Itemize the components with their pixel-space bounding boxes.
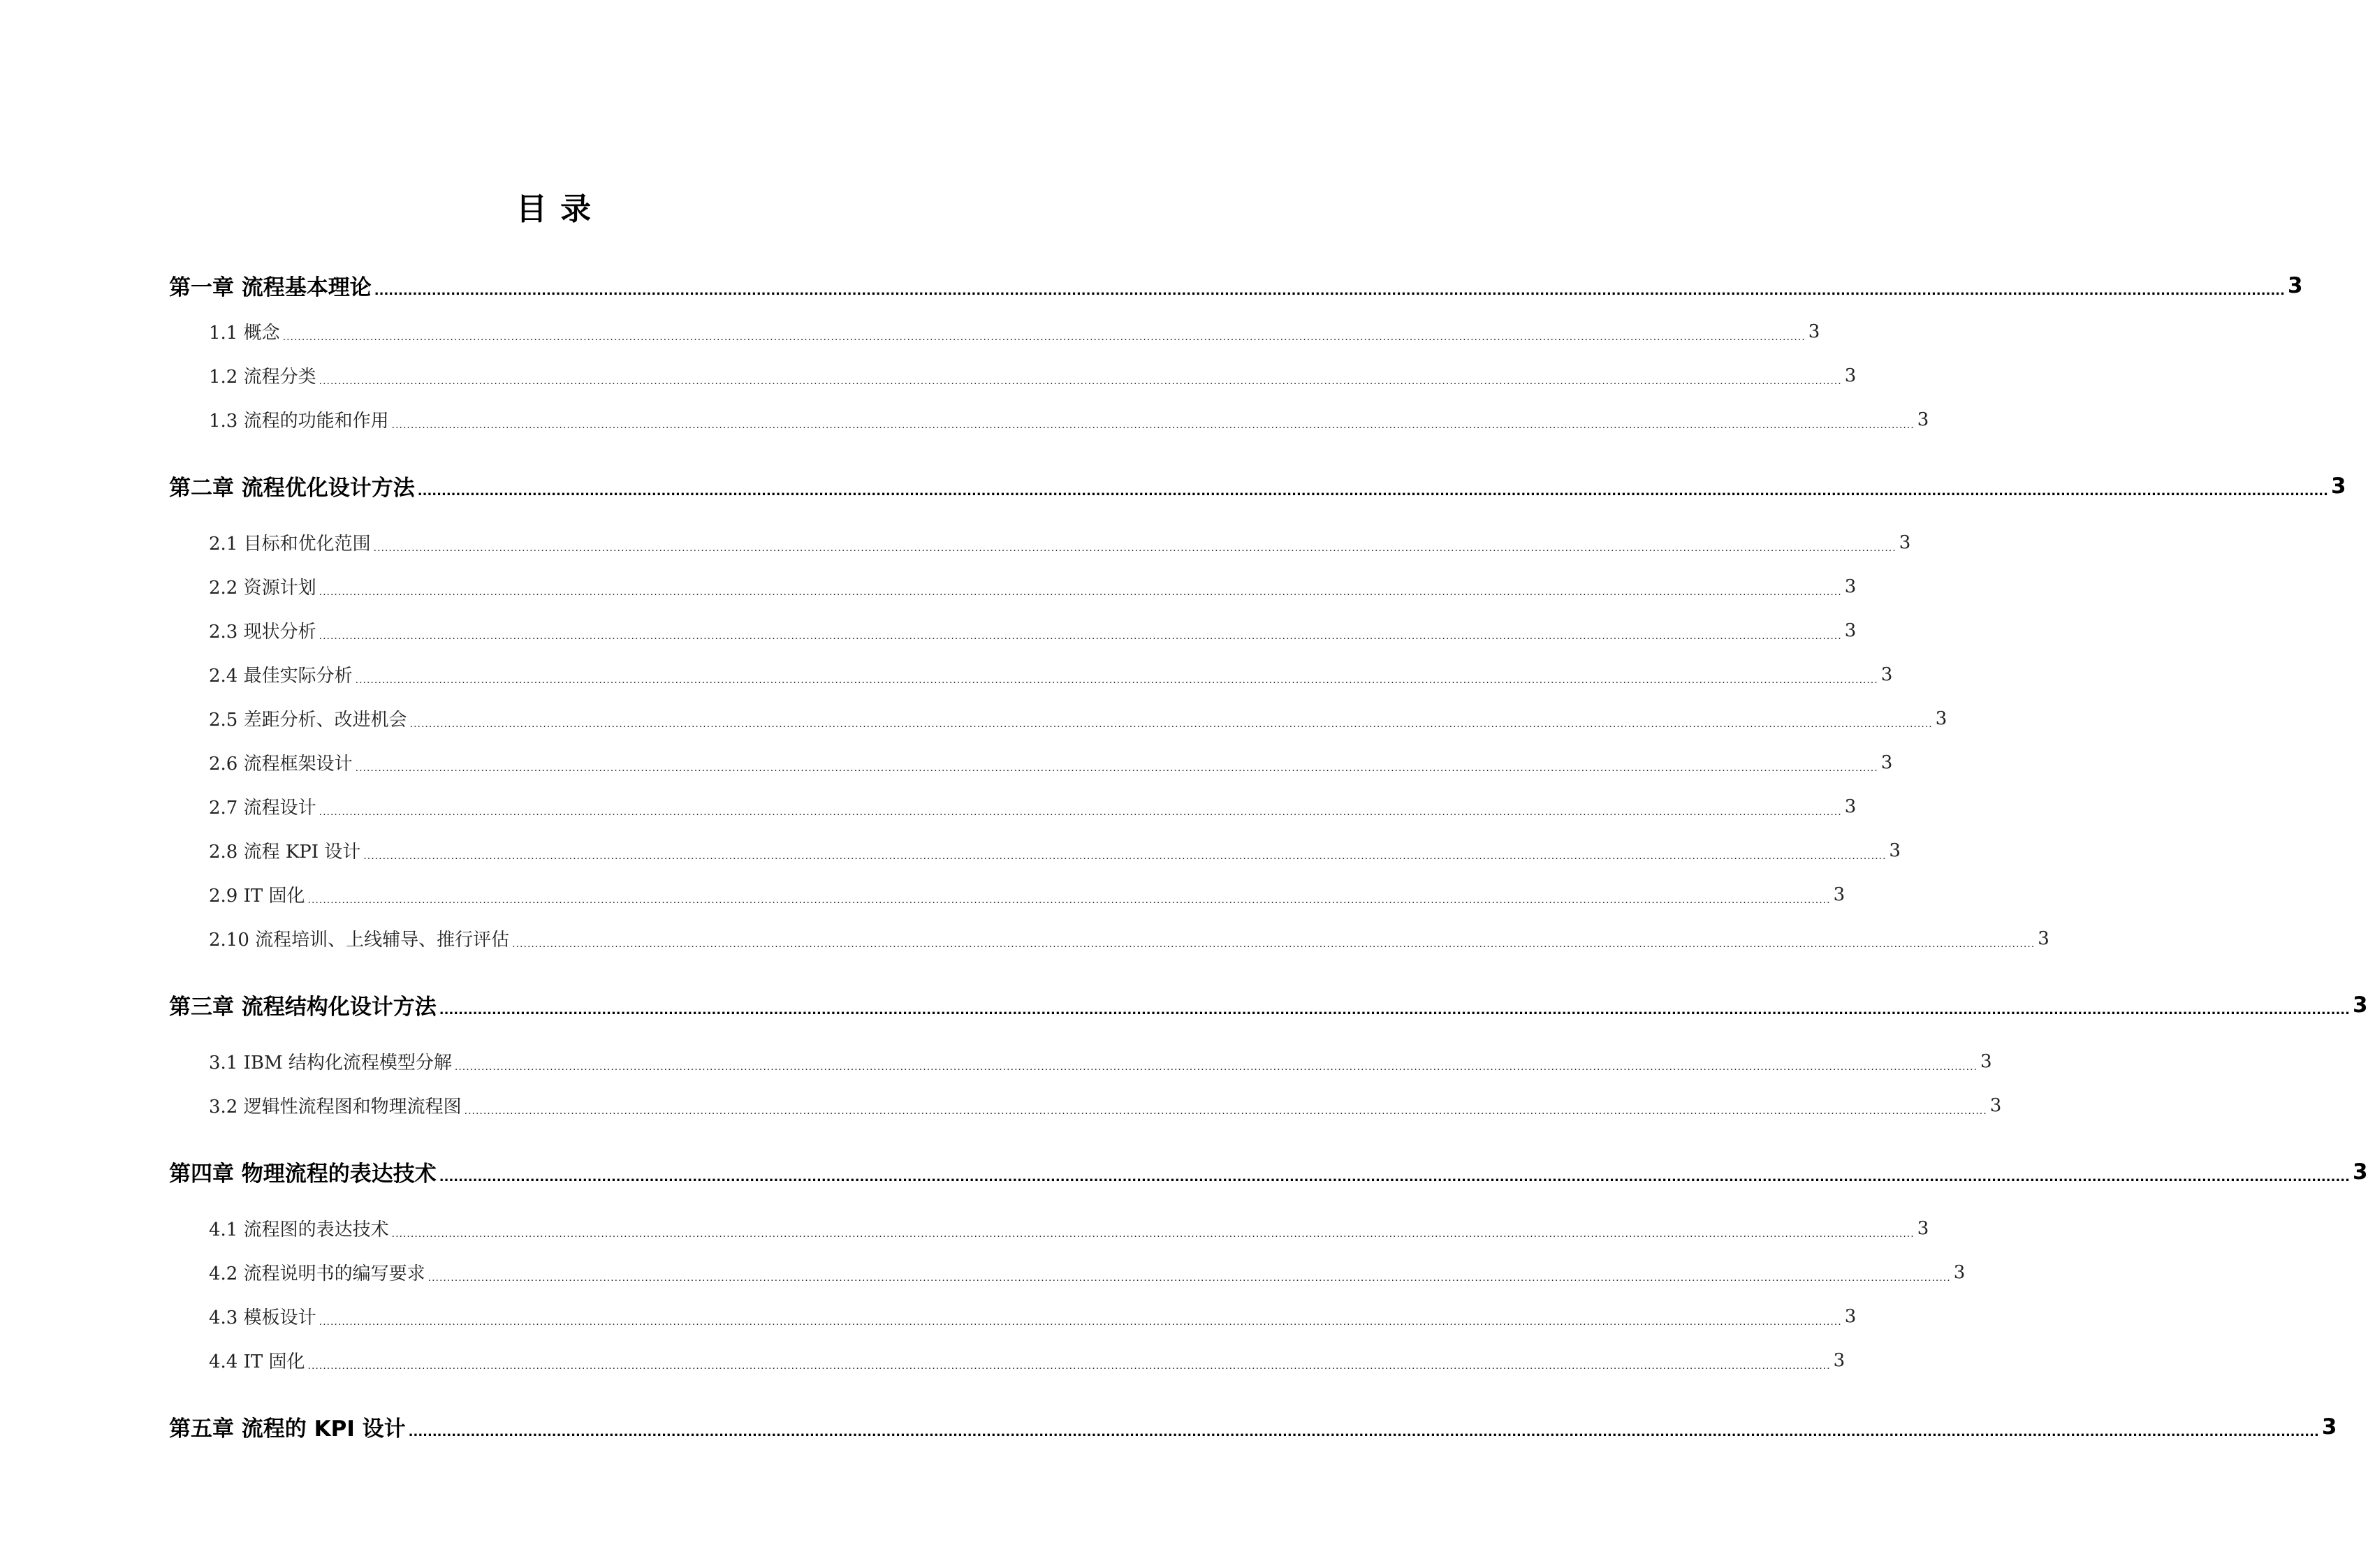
toc-section-entry-label: 2.3 现状分析 [209,622,316,643]
dot-leader: ................................................................................................................................................................................................................................................................................................................................................................................................................ [408,1425,2319,1439]
dot-leader: ................................................................................................................................................................................................................................................................................................................................................................................................................ [454,1061,1978,1073]
dot-leader: ................................................................................................................................................................................................................................................................................................................................................................................................................ [319,586,1842,598]
toc-section-entry-page-number: 3 [1833,1349,1846,1371]
toc-section-entry[interactable] [169,784,1857,828]
toc-section-entry-page-number: 3 [1935,708,1947,729]
dot-leader: ................................................................................................................................................................................................................................................................................................................................................................................................................ [417,484,2328,499]
toc-section-entry-label: 2.7 流程设计 [209,798,316,819]
toc-chapter-entry-page-number: 3 [2287,272,2303,298]
toc-section-entry-label: 2.9 IT 固化 [209,886,305,907]
dot-leader: ................................................................................................................................................................................................................................................................................................................................................................................................................ [373,542,1896,554]
toc-section-entry-label: 2.6 流程框架设计 [209,754,353,775]
toc-chapter-entry[interactable] [169,241,2303,309]
toc-section-entry[interactable] [169,740,1893,784]
toc-section-entry[interactable] [169,397,1929,441]
toc-section-entry-label: 1.2 流程分类 [209,367,316,388]
toc-section-entry-page-number: 3 [1989,1094,2002,1116]
toc-section-entry-page-number: 3 [2038,928,2049,949]
toc-section-entry-page-number: 3 [1899,532,1911,553]
toc-chapter-entry[interactable] [169,441,2346,520]
toc-chapter-entry-label: 第五章 流程的 KPI 设计 [169,1416,406,1442]
toc-section-entry-page-number: 3 [1844,796,1857,817]
toc-section-entry-page-number: 3 [1980,1050,1992,1072]
dot-leader: ................................................................................................................................................................................................................................................................................................................................................................................................................ [319,1316,1842,1328]
toc-chapter-entry-label: 第二章 流程优化设计方法 [169,476,415,501]
toc-chapter-entry[interactable] [169,960,2368,1039]
toc-section-entry-page-number: 3 [1889,840,1901,861]
toc-section-entry[interactable] [169,1250,1966,1294]
toc-section-entry-label: 4.2 流程说明书的编写要求 [209,1263,425,1284]
toc-section-entry-page-number: 3 [1844,576,1857,597]
toc-chapter-entry-page-number: 3 [2330,473,2346,499]
toc-section-entry-label: 2.4 最佳实际分析 [209,666,353,687]
toc-chapter-entry-label: 第四章 物理流程的表达技术 [169,1162,437,1187]
toc-section-entry-page-number: 3 [1953,1261,1966,1283]
toc-section-entry-page-number: 3 [1808,321,1820,342]
dot-leader: ................................................................................................................................................................................................................................................................................................................................................................................................................ [391,419,1915,431]
toc-section-entry-label: 3.1 IBM 结构化流程模型分解 [209,1053,452,1074]
toc-chapter-entry[interactable] [169,1127,2368,1206]
dot-leader: ................................................................................................................................................................................................................................................................................................................................................................................................................ [427,1272,1951,1284]
toc-chapter-entry-page-number: 3 [2352,1159,2368,1185]
toc-section-entry-label: 2.2 资源计划 [209,578,316,599]
toc-section-entry[interactable] [169,1039,1992,1083]
toc-section-entry[interactable] [169,353,1857,397]
toc-section-entry[interactable] [169,1083,2002,1127]
toc-section-entry[interactable] [169,696,1947,740]
dot-leader: ................................................................................................................................................................................................................................................................................................................................................................................................................ [363,850,1887,862]
toc-section-entry[interactable] [169,564,1857,608]
dot-leader: ................................................................................................................................................................................................................................................................................................................................................................................................................ [464,1105,1987,1117]
dot-leader: ................................................................................................................................................................................................................................................................................................................................................................................................................ [391,1228,1915,1240]
dot-leader: ................................................................................................................................................................................................................................................................................................................................................................................................................ [307,1360,1831,1372]
toc-section-entry-label: 2.5 差距分析、改进机会 [209,710,407,731]
toc-section-entry-label: 2.1 目标和优化范围 [209,534,371,555]
toc-chapter-entry-label: 第一章 流程基本理论 [169,275,372,300]
toc-section-entry-page-number: 3 [1917,1217,1929,1239]
toc-section-entry[interactable] [169,608,1857,652]
dot-leader: ................................................................................................................................................................................................................................................................................................................................................................................................................ [319,375,1842,387]
dot-leader: ................................................................................................................................................................................................................................................................................................................................................................................................................ [355,674,1878,686]
toc-section-entry[interactable] [169,872,1846,916]
toc-section-entry-label: 2.8 流程 KPI 设计 [209,842,361,863]
toc-section-entry[interactable] [169,1206,1929,1250]
dot-leader: ................................................................................................................................................................................................................................................................................................................................................................................................................ [319,630,1842,642]
toc-section-entry-page-number: 3 [1880,664,1893,685]
toc-section-entry-label: 4.1 流程图的表达技术 [209,1219,389,1240]
toc-section-entry-label: 2.10 流程培训、上线辅导、推行评估 [209,930,510,951]
toc-section-entry-page-number: 3 [1844,1305,1857,1327]
toc-chapter-entry-label: 第三章 流程结构化设计方法 [169,995,437,1020]
dot-leader: ................................................................................................................................................................................................................................................................................................................................................................................................................ [439,1170,2350,1185]
toc-section-entry[interactable] [169,309,1820,353]
dot-leader: ................................................................................................................................................................................................................................................................................................................................................................................................................ [282,331,1806,343]
toc-section-entry[interactable] [169,1338,1846,1382]
toc-section-entry[interactable] [169,1294,1857,1338]
toc-section-entry-label: 3.2 逻辑性流程图和物理流程图 [209,1097,462,1118]
toc-section-entry-label: 1.1 概念 [209,323,280,344]
toc-section-entry[interactable] [169,520,1911,564]
toc-section-entry-label: 1.3 流程的功能和作用 [209,411,389,432]
toc-section-entry-page-number: 3 [1917,409,1929,430]
toc-section-entry-label: 4.4 IT 固化 [209,1351,305,1372]
toc-title: 目 录 [516,191,593,227]
dot-leader: ................................................................................................................................................................................................................................................................................................................................................................................................................ [319,806,1842,818]
toc-section-entry-page-number: 3 [1833,884,1846,905]
toc-section-entry[interactable] [169,916,2049,960]
toc-chapter-entry[interactable] [169,1382,2337,1461]
toc-chapter-entry-page-number: 3 [2352,992,2368,1018]
dot-leader: ................................................................................................................................................................................................................................................................................................................................................................................................................ [374,284,2285,298]
dot-leader: ................................................................................................................................................................................................................................................................................................................................................................................................................ [409,718,1933,730]
toc-section-entry-page-number: 3 [1880,752,1893,773]
toc-section-entry-label: 4.3 模板设计 [209,1307,316,1328]
toc-section-entry[interactable] [169,828,1901,872]
table-of-contents [169,241,2368,1461]
dot-leader: ................................................................................................................................................................................................................................................................................................................................................................................................................ [512,938,2036,950]
dot-leader: ................................................................................................................................................................................................................................................................................................................................................................................................................ [439,1003,2350,1018]
dot-leader: ................................................................................................................................................................................................................................................................................................................................................................................................................ [355,762,1878,774]
dot-leader: ................................................................................................................................................................................................................................................................................................................................................................................................................ [307,894,1831,906]
toc-section-entry-page-number: 3 [1844,365,1857,386]
toc-section-entry-page-number: 3 [1844,620,1857,641]
toc-chapter-entry-page-number: 3 [2321,1414,2337,1439]
toc-section-entry[interactable] [169,652,1893,696]
